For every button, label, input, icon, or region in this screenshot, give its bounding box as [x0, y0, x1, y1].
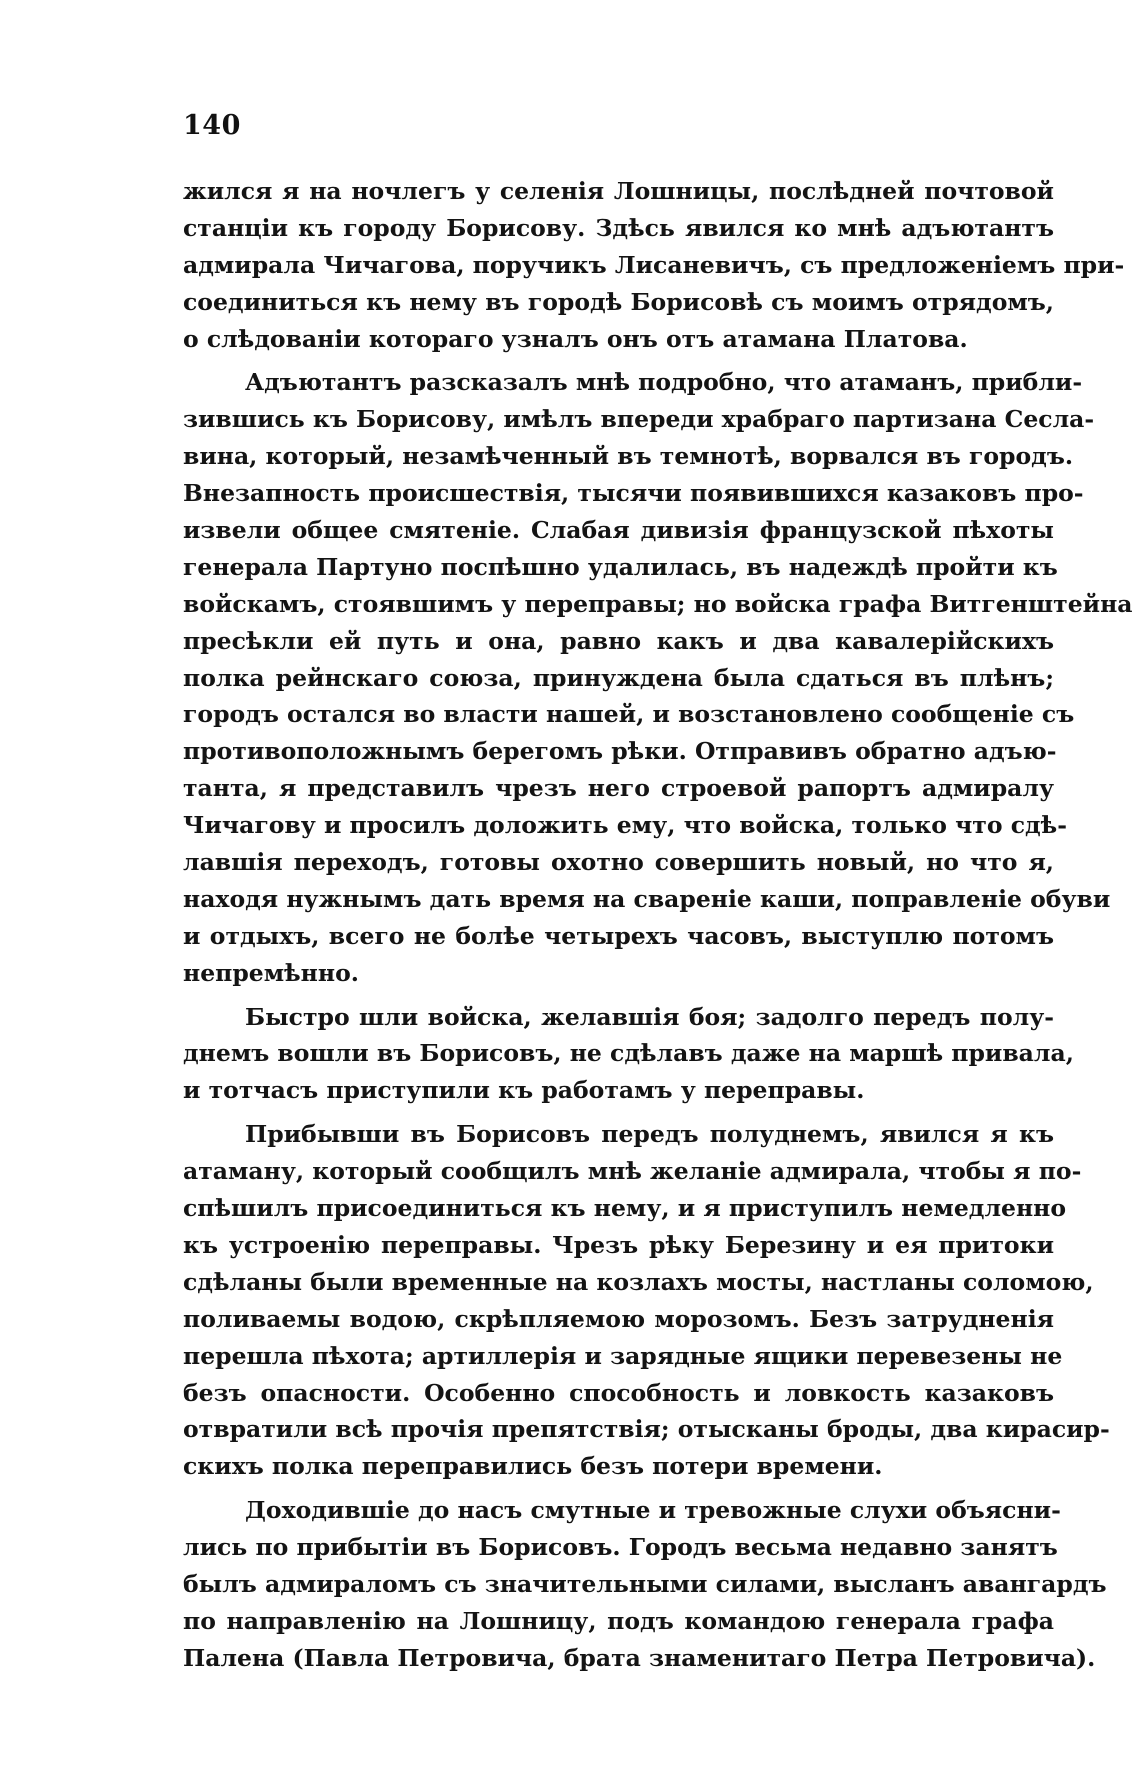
text-line: скихъ полка переправились безъ потери времени.	[183, 1452, 883, 1481]
paragraph-1	[183, 173, 1125, 357]
text-line: былъ адмираломъ съ значительными силами, высланъ авангардъ	[183, 1569, 1107, 1598]
text-line: войскамъ, стоявшимъ у переправы; но войска графа Витгенштейна	[183, 589, 1133, 618]
text-line: противоположнымъ берегомъ рѣки. Отправивъ обратно адъю-	[183, 737, 1057, 766]
text-line: атаману, который сообщилъ мнѣ желаніе адмирала, чтобы я по-	[183, 1157, 1082, 1186]
text-line: и отдыхъ, всего не болѣе четырехъ часовъ, выступлю потомъ	[183, 921, 1054, 950]
text-line: вина, который, незамѣченный въ темнотѣ, ворвался въ городъ.	[183, 442, 1074, 471]
text-line: адмирала Чичагова, поручикъ Лисаневичъ, съ предложеніемъ при-	[183, 250, 1125, 279]
text-line: днемъ вошли въ Борисовъ, не сдѣлавъ даже на маршѣ привала,	[183, 1039, 1074, 1068]
text-line: зившись къ Борисову, имѣлъ впереди храбраго партизана Сесла-	[183, 405, 1095, 434]
text-line: непремѣнно.	[183, 958, 359, 987]
text-line: полка рейнскаго союза, принуждена была сдаться въ плѣнъ;	[183, 663, 1054, 692]
text-line: станціи къ городу Борисову. Здѣсь явился ко мнѣ адъютантъ	[183, 213, 1054, 242]
body-text	[183, 173, 1133, 1677]
text-line: безъ опасности. Особенно способность и ловкость казаковъ	[183, 1378, 1054, 1407]
paragraph-3	[183, 999, 1074, 1110]
text-line: жился я на ночлегъ у селенія Лошницы, послѣдней почтовой	[183, 177, 1054, 205]
page-number: 140	[183, 110, 241, 141]
text-line: перешла пѣхота; артиллерія и зарядные ящики перевезены не	[183, 1341, 1063, 1370]
text-line: генерала Партуно поспѣшно удалилась, въ надеждѣ пройти къ	[183, 552, 1058, 581]
text-line: о слѣдованіи котораго узналъ онъ отъ атамана Платова.	[183, 324, 968, 353]
text-line: Доходившіе до насъ смутные и тревожные слухи объясни-	[245, 1496, 1061, 1525]
paragraph-5	[183, 1492, 1107, 1676]
text-line: лавшія переходъ, готовы охотно совершить новый, но что я,	[183, 848, 1054, 877]
text-line: Прибывши въ Борисовъ передъ полуднемъ, явился я къ	[245, 1120, 1054, 1149]
text-line: Внезапность происшествія, тысячи появившихся казаковъ про-	[183, 479, 1084, 508]
paragraph-4	[183, 1116, 1110, 1485]
text-line: танта, я представилъ чрезъ него строевой рапортъ адмиралу	[183, 774, 1054, 803]
text-line: отвратили всѣ прочія препятствія; отысканы броды, два кирасир-	[183, 1415, 1110, 1444]
text-line: пресѣкли ей путь и она, равно какъ и два кавалерійскихъ	[183, 626, 1054, 655]
text-line: извели общее смятеніе. Слабая дивизія французской пѣхоты	[183, 516, 1054, 545]
text-line: лись по прибытіи въ Борисовъ. Городъ весьма недавно занятъ	[183, 1533, 1058, 1562]
text-line: Палена (Павла Петровича, брата знаменитаго Петра Петровича).	[183, 1643, 1096, 1672]
paragraph-2	[183, 364, 1133, 991]
text-line: городъ остался во власти нашей, и возстановлено сообщеніе съ	[183, 700, 1075, 729]
text-line: по направленію на Лошницу, подъ командою генерала графа	[183, 1606, 1054, 1635]
text-line: къ устроенію переправы. Чрезъ рѣку Березину и ея притоки	[183, 1230, 1054, 1259]
text-line: спѣшилъ присоединиться къ нему, и я приступилъ немедленно	[183, 1194, 1067, 1223]
text-line: сдѣланы были временные на козлахъ мосты, настланы соломою,	[183, 1267, 1094, 1296]
text-line: поливаемы водою, скрѣпляемою морозомъ. Безъ затрудненія	[183, 1304, 1054, 1333]
text-line: Адъютантъ разсказалъ мнѣ подробно, что атаманъ, прибли-	[245, 368, 1083, 397]
text-line: и тотчасъ приступили къ работамъ у переправы.	[183, 1076, 865, 1105]
text-line: соединиться къ нему въ городѣ Борисовѣ съ моимъ отрядомъ,	[183, 287, 1054, 316]
text-line: находя нужнымъ дать время на свареніе каши, поправленіе обуви	[183, 884, 1111, 913]
text-line: Быстро шли войска, желавшія боя; задолго передъ полу-	[245, 1002, 1054, 1031]
text-line: Чичагову и просилъ доложить ему, что войска, только что сдѣ-	[183, 811, 1067, 840]
